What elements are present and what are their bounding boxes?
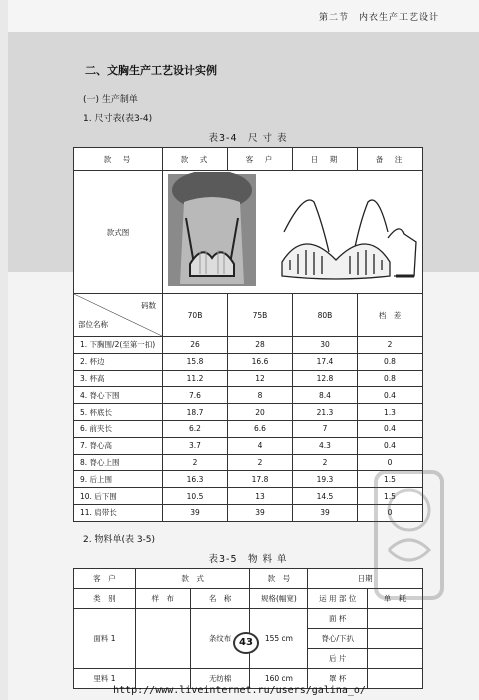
- section-title: 二、文胸生产工艺设计实例: [85, 64, 217, 77]
- cell: 17.8: [228, 471, 293, 488]
- cell: 18.7: [163, 404, 228, 421]
- cell: 20: [228, 404, 293, 421]
- header-consumption: 单 耗: [368, 588, 423, 608]
- table-row: [74, 504, 423, 521]
- usage: 罩 杯: [308, 668, 368, 688]
- table-row: [74, 404, 423, 421]
- header-date: 日 期: [292, 148, 357, 171]
- cell: 7.6: [163, 387, 228, 404]
- material-name: 条纹布: [190, 608, 250, 668]
- part-name: 4. 脊心下围: [74, 387, 163, 404]
- cell: 2: [163, 454, 228, 471]
- cell: 0: [357, 454, 422, 471]
- cell: 2: [228, 454, 293, 471]
- material-name: 无纺棉: [190, 668, 250, 688]
- bra-illustration: [164, 172, 422, 290]
- cell: 6.2: [163, 420, 228, 437]
- style-drawing-label: 款式图: [74, 171, 163, 294]
- table-row: [74, 387, 423, 404]
- sample: [135, 608, 190, 668]
- usage: 面 杯: [308, 608, 368, 628]
- cell: 39: [228, 504, 293, 521]
- style-no-label: 款 号: [250, 568, 308, 588]
- part-name: 11. 肩带长: [74, 504, 163, 521]
- cell: 15.8: [163, 353, 228, 370]
- watermark-stamp: [374, 470, 444, 600]
- header-style: 款 式: [163, 148, 228, 171]
- header-usage: 运 用 部 位: [308, 588, 368, 608]
- material-spec: 155 cm: [250, 608, 308, 668]
- table-row: [74, 337, 423, 354]
- size-grade: 档 差: [357, 294, 422, 337]
- item2-title: 2. 物料单(表 3-5): [83, 534, 156, 545]
- cell: 2: [292, 454, 357, 471]
- style-label: 款 式: [135, 568, 250, 588]
- consumption: [368, 628, 423, 648]
- corner-size-label: 码数: [141, 301, 157, 310]
- size-75b: 75B: [228, 294, 293, 337]
- part-name: 5. 杯底长: [74, 404, 163, 421]
- cell: 13: [228, 488, 293, 505]
- material-table: [73, 568, 423, 689]
- table-row: [74, 437, 423, 454]
- size-table: [73, 147, 423, 522]
- header-category: 类 别: [74, 588, 136, 608]
- category: 里料 1: [74, 668, 136, 688]
- table-row: [74, 471, 423, 488]
- header-text: 第二节 内衣生产工艺设计: [318, 13, 439, 23]
- date-label: 日期: [308, 568, 423, 588]
- part-name: 8. 脊心上围: [74, 454, 163, 471]
- part-name: 2. 杯边: [74, 353, 163, 370]
- cell: 39: [292, 504, 357, 521]
- corner-part-label: 部位名称: [78, 320, 108, 329]
- part-name: 3. 杯高: [74, 370, 163, 387]
- cell: 8: [228, 387, 293, 404]
- material-spec: 160 cm: [250, 668, 308, 688]
- table2-caption: 表3-5 物 料 单: [208, 553, 288, 565]
- cell: 1.5: [357, 488, 422, 505]
- part-name: 10. 后下围: [74, 488, 163, 505]
- header-spec: 规格(幅宽): [250, 588, 308, 608]
- client-label: 客 户: [74, 568, 136, 588]
- header-sample: 样 布: [135, 588, 190, 608]
- table-row: [74, 488, 423, 505]
- footer-url[interactable]: http://www.liveinternet.ru/users/galina_o/: [113, 685, 366, 696]
- content: [73, 62, 423, 689]
- table-row: [74, 353, 423, 370]
- page-header: [8, 0, 479, 33]
- table1-caption: 表3-4 尺 寸 表: [208, 133, 288, 144]
- cell: 1.3: [357, 404, 422, 421]
- cell: 0.4: [357, 387, 422, 404]
- cell: 17.4: [292, 353, 357, 370]
- item1-title: 1. 尺寸表(表3-4): [83, 114, 153, 124]
- cell: 11.2: [163, 370, 228, 387]
- table2-top-row: [74, 568, 423, 588]
- cell: 0.4: [357, 420, 422, 437]
- cell: 12.8: [292, 370, 357, 387]
- usage: 后 片: [308, 648, 368, 668]
- cell: 0.4: [357, 437, 422, 454]
- table-row: [74, 454, 423, 471]
- cell: 19.3: [292, 471, 357, 488]
- header-client: 客 户: [228, 148, 293, 171]
- cell: 0.8: [357, 370, 422, 387]
- cell: 21.3: [292, 404, 357, 421]
- cell: 12: [228, 370, 293, 387]
- table2-header-row: [74, 588, 423, 608]
- consumption: [368, 608, 423, 628]
- cell: 1.5: [357, 471, 422, 488]
- style-drawing-cell: [163, 171, 423, 294]
- cell: 0: [357, 504, 422, 521]
- cell: 4.3: [292, 437, 357, 454]
- cell: 14.5: [292, 488, 357, 505]
- cell: 7: [292, 420, 357, 437]
- cell: 28: [228, 337, 293, 354]
- table-row: [74, 420, 423, 437]
- cell: 8.4: [292, 387, 357, 404]
- part-name: 7. 脊心高: [74, 437, 163, 454]
- part-name: 1. 下胸围/2(至第一扣): [74, 337, 163, 354]
- page-number: 43: [233, 632, 259, 654]
- header-notes: 备 注: [357, 148, 422, 171]
- consumption: [368, 648, 423, 668]
- cell: 30: [292, 337, 357, 354]
- usage: 脊心/下扒: [308, 628, 368, 648]
- cell: 26: [163, 337, 228, 354]
- cell: 2: [357, 337, 422, 354]
- cell: 0.8: [357, 353, 422, 370]
- header-style-no: 款 号: [74, 148, 163, 171]
- cell: 16.3: [163, 471, 228, 488]
- cell: 10.5: [163, 488, 228, 505]
- category: 面料 1: [74, 608, 136, 668]
- subsection-title: (一) 生产制单: [83, 95, 138, 105]
- cell: 39: [163, 504, 228, 521]
- cell: 16.6: [228, 353, 293, 370]
- cell: 4: [228, 437, 293, 454]
- table-row: [74, 370, 423, 387]
- corner-cell: [74, 294, 163, 337]
- book-page: [8, 0, 479, 700]
- size-80b: 80B: [292, 294, 357, 337]
- part-name: 6. 前夹长: [74, 420, 163, 437]
- part-name: 9. 后上围: [74, 471, 163, 488]
- size-70b: 70B: [163, 294, 228, 337]
- cell: 6.6: [228, 420, 293, 437]
- table-row: [74, 608, 423, 628]
- header-name: 名 称: [190, 588, 250, 608]
- cell: 3.7: [163, 437, 228, 454]
